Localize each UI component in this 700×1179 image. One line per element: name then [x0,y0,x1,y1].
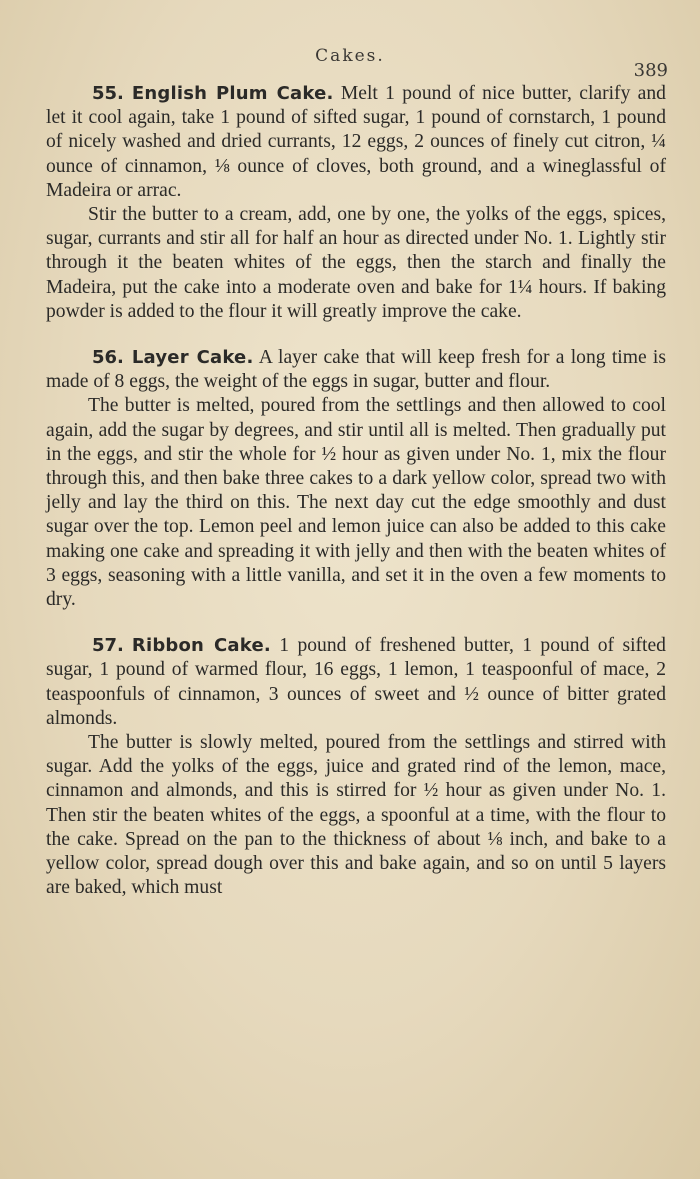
recipe-intro-paragraph [46,346,666,394]
recipe-layer-cake [46,346,666,612]
page-number: 389 [633,60,668,81]
recipe-ingredients-text: A layer cake that will keep fresh for a long time is made of 8 eggs, the weight of the eggs in sugar, butter and flour. [46,347,666,393]
recipe-number: 55. [92,83,124,104]
recipe-intro-paragraph [46,82,666,203]
recipe-number: 57. [92,635,124,657]
recipe-english-plum-cake [46,82,666,324]
page-content [46,82,666,901]
recipe-method-paragraph: The butter is melted, poured from the settlings and then allowed to cool again, add the sugar by degrees, and stir until all is melted. Then gradually put in the eggs, and stir the whole for ½ hour as given under No. 1, mix the flour through this, and then bake three cakes to a dark yellow color, spread two with jelly and lay the third on this. The next day cut the edge smoothly and dust sugar over the top. Lemon peel and lemon juice can also be added to this cake making one cake and spreading it with jelly and then with the beaten whites of 3 eggs, seasoning with a little vanilla, and set it in the oven a few moments to dry. [46,395,666,611]
recipe-method-paragraph: The butter is slowly melted, poured from the settlings and stirred with sugar. Add the yolks of the eggs, juice and grated rind of the lemon, mace, cinnamon and almonds, and this is stirred for ½ hour as given under No. 1. Then stir the beaten whites of the eggs, a spoonful at a time, with the flour to the cake. Spread on the pan to the thickness of about ⅛ inch, and bake to a yellow color, spread dough over this and bake again, and so on until 5 layers are baked, which must [46,732,666,899]
recipe-ribbon-cake [46,634,666,900]
running-head: Cakes. [315,46,385,66]
recipe-intro-paragraph [46,634,666,731]
recipe-ingredients-text: Melt 1 pound of nice butter, clarify and let it cool again, take 1 pound of sifted sugar, 1 pound of cornstarch, 1 pound of nicely washed and dried currants, 12 eggs, 2 ounces of finely cut citron, ¼ ounce of cinnamon, ⅛ ounce of cloves, both ground, and a wineglassful of Madeira or arrac. [46,83,666,201]
recipe-method-paragraph: Stir the butter to a cream, add, one by one, the yolks of the eggs, spices, sugar, currants and stir all for half an hour as directed under No. 1. Lightly stir through it the beaten whites of the eggs, then the starch and finally the Madeira, put the cake into a moderate oven and bake for 1¼ hours. If baking powder is added to the flour it will greatly improve the cake. [46,204,666,322]
recipe-title: Ribbon Cake. [131,635,271,657]
recipe-number: 56. [92,347,124,369]
recipe-title: Layer Cake. [131,347,254,369]
recipe-title: English Plum Cake. [131,83,334,104]
recipe-ingredients-text: 1 pound of freshened butter, 1 pound of sifted sugar, 1 pound of warmed flour, 16 eggs, 1 lemon, 1 teaspoonful of mace, 2 teaspoonfuls of cinnamon, 3 ounces of sweet and ½ ounce of bitter grated almonds. [46,635,666,729]
